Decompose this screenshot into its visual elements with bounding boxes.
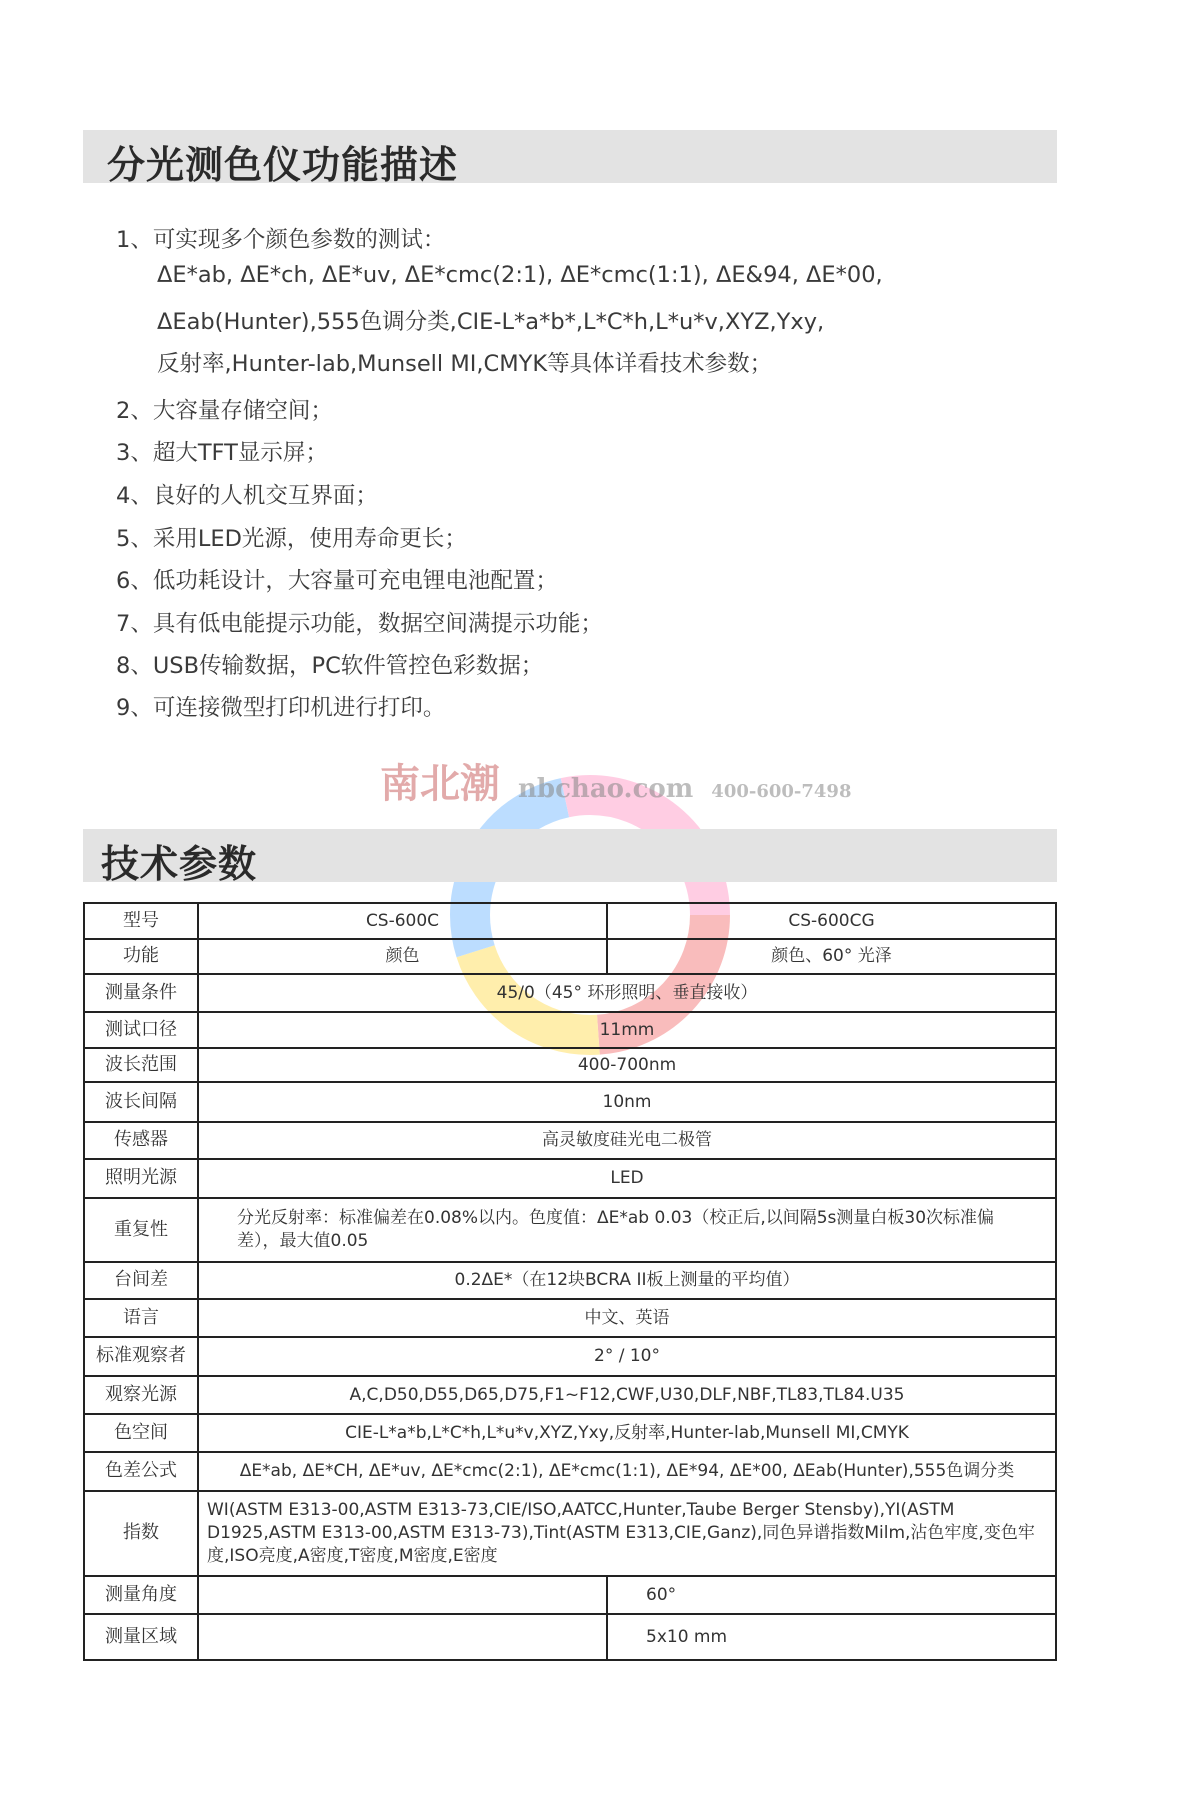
table-row — [84, 974, 1056, 1012]
spec-label: 波长间隔 — [84, 1082, 198, 1122]
spec-value: 400-700nm — [198, 1048, 1056, 1082]
spec-label: 测量角度 — [84, 1576, 198, 1614]
spec-value-cs600c — [198, 1576, 607, 1614]
watermark-site: nbchao.com — [518, 774, 694, 804]
spec-table — [83, 902, 1057, 1661]
spec-label: 照明光源 — [84, 1159, 198, 1198]
table-row — [84, 1048, 1056, 1082]
table-row — [84, 1452, 1056, 1491]
spec-value: 高灵敏度硅光电二极管 — [198, 1122, 1056, 1159]
spec-value: 0.2ΔE*（在12块BCRA II板上测量的平均值） — [198, 1262, 1056, 1299]
table-row — [84, 1082, 1056, 1122]
watermark-text — [380, 752, 851, 809]
spec-label: 传感器 — [84, 1122, 198, 1159]
list-item: 7、具有低电能提示功能，数据空间满提示功能； — [116, 611, 603, 637]
spec-value: 2° / 10° — [198, 1337, 1056, 1376]
list-item: 5、采用LED光源，使用寿命更长； — [116, 526, 467, 552]
watermark-phone: 400-600-7498 — [711, 781, 852, 802]
spec-label: 观察光源 — [84, 1376, 198, 1414]
spec-value-cs600c: 颜色 — [198, 939, 607, 974]
table-row — [84, 1614, 1056, 1660]
spec-label: 测试口径 — [84, 1012, 198, 1048]
spec-label: 重复性 — [84, 1198, 198, 1262]
list-item: 2、大容量存储空间； — [116, 398, 333, 424]
spec-value: 分光反射率：标准偏差在0.08%以内。色度值：ΔE*ab 0.03（校正后,以间隔5s测量白板30次标准偏差），最大值0.05 — [198, 1198, 1056, 1262]
table-row — [84, 1262, 1056, 1299]
spec-label: 波长范围 — [84, 1048, 198, 1082]
spec-label: 功能 — [84, 939, 198, 974]
table-row — [84, 1159, 1056, 1198]
spec-label: 测量区域 — [84, 1614, 198, 1660]
table-row — [84, 1198, 1056, 1262]
spec-label: 指数 — [84, 1491, 198, 1576]
spec-label: 色差公式 — [84, 1452, 198, 1491]
table-row — [84, 1299, 1056, 1337]
watermark-cn: 南北潮 — [380, 760, 500, 807]
spec-label: 标准观察者 — [84, 1337, 198, 1376]
table-row — [84, 1337, 1056, 1376]
spec-value-cs600cg: 5x10 mm — [607, 1614, 1056, 1660]
spec-value: 中文、英语 — [198, 1299, 1056, 1337]
spec-label: 台间差 — [84, 1262, 198, 1299]
spec-value: 11mm — [198, 1012, 1056, 1048]
spec-value: ΔE*ab, ΔE*CH, ΔE*uv, ΔE*cmc(2:1), ΔE*cmc(1:1), ΔE*94, ΔE*00, ΔEab(Hunter),555色调分类 — [198, 1452, 1056, 1491]
list-item: 3、超大TFT显示屏； — [116, 440, 328, 466]
section-title: 分光测色仪功能描述 — [107, 143, 459, 187]
spec-value: 10nm — [198, 1082, 1056, 1122]
spec-label: 测量条件 — [84, 974, 198, 1012]
list-item: 8、USB传输数据，PC软件管控色彩数据； — [116, 653, 544, 679]
spec-label: 型号 — [84, 903, 198, 939]
spec-value-cs600c — [198, 1614, 607, 1660]
section-title: 技术参数 — [101, 842, 258, 886]
list-item: 6、低功耗设计，大容量可充电锂电池配置； — [116, 568, 558, 594]
table-row — [84, 1012, 1056, 1048]
table-row — [84, 903, 1056, 939]
list-item: 4、良好的人机交互界面； — [116, 483, 378, 509]
spec-label: 色空间 — [84, 1414, 198, 1452]
spec-value-cs600c: CS-600C — [198, 903, 607, 939]
table-row — [84, 1491, 1056, 1576]
section-header-specs — [83, 829, 1057, 886]
table-row — [84, 1376, 1056, 1414]
spec-value: WI(ASTM E313-00,ASTM E313-73,CIE/ISO,AATCC,Hunter,Taube Berger Stensby),YI(ASTM D1925,ASTM E313-00,ASTM E313-73),Tint(ASTM E313,CIE,Ganz),同色异谱指数Milm,沾色牢度,变色牢度,ISO亮度,A密度,T密度,M密度,E密度 — [198, 1491, 1056, 1576]
spec-value: 45/0（45° 环形照明、垂直接收） — [198, 974, 1056, 1012]
spec-value: CIE-L*a*b,L*C*h,L*u*v,XYZ,Yxy,反射率,Hunter-lab,Munsell MI,CMYK — [198, 1414, 1056, 1452]
section-header-features — [83, 130, 1057, 187]
list-item: 1、可实现多个颜色参数的测试： — [116, 227, 446, 253]
spec-value: A,C,D50,D55,D65,D75,F1~F12,CWF,U30,DLF,NBF,TL83,TL84.U35 — [198, 1376, 1056, 1414]
spec-value: LED — [198, 1159, 1056, 1198]
table-row — [84, 1576, 1056, 1614]
list-item: ΔE*ab, ΔE*ch, ΔE*uv, ΔE*cmc(2:1), ΔE*cmc(1:1), ΔE&94, ΔE*00, — [157, 262, 883, 288]
table-row — [84, 1414, 1056, 1452]
spec-value-cs600cg: 60° — [607, 1576, 1056, 1614]
list-item: ΔEab(Hunter),555色调分类,CIE-L*a*b*,L*C*h,L*u*v,XYZ,Yxy, — [157, 309, 825, 335]
table-row — [84, 1122, 1056, 1159]
table-row — [84, 939, 1056, 974]
list-item: 9、可连接微型打印机进行打印。 — [116, 695, 446, 721]
list-item: 反射率,Hunter-lab,Munsell MI,CMYK等具体详看技术参数； — [157, 351, 773, 377]
spec-value-cs600cg: 颜色、60° 光泽 — [607, 939, 1056, 974]
spec-label: 语言 — [84, 1299, 198, 1337]
spec-value-cs600cg: CS-600CG — [607, 903, 1056, 939]
